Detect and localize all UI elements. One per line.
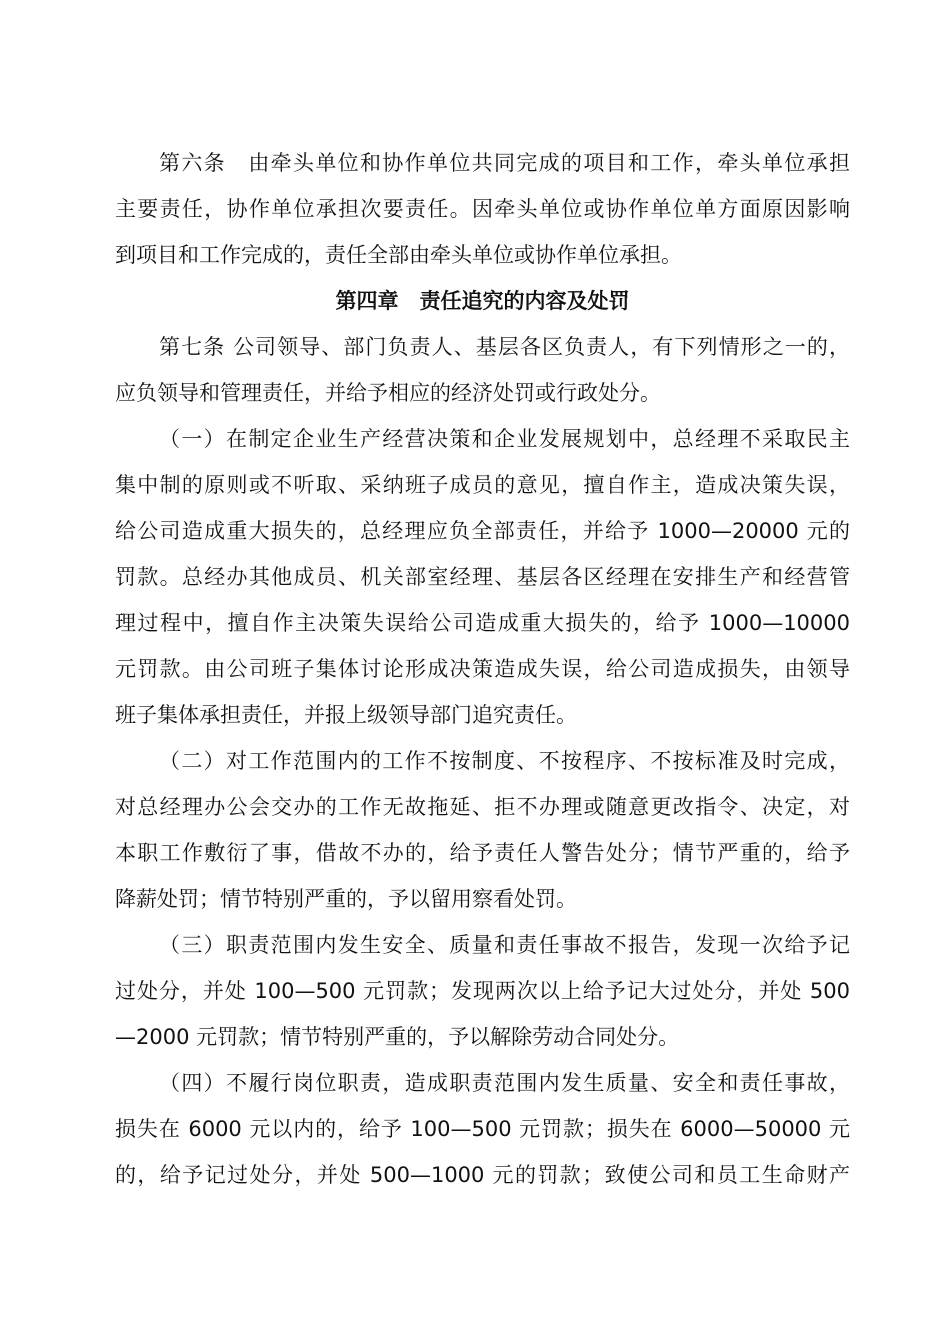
paragraph-line: 元罚款。由公司班子集体讨论形成决策造成失误，给公司造成损失，由领导 xyxy=(115,657,850,681)
item-2-paragraph xyxy=(115,738,850,922)
paragraph-line: 集中制的原则或不听取、采纳班子成员的意见，擅自作主，造成决策失误， xyxy=(115,473,850,497)
paragraph-line: （一）在制定企业生产经营决策和企业发展规划中，总经理不采取民主 xyxy=(159,427,850,451)
paragraph-line: 降薪处罚；情节特别严重的，予以留用察看处罚。 xyxy=(115,887,577,911)
paragraph-line: 应负领导和管理责任，并给予相应的经济处罚或行政处分。 xyxy=(115,381,661,405)
paragraph-line: （四）不履行岗位职责，造成职责范围内发生质量、安全和责任事故， xyxy=(159,1071,850,1095)
paragraph-line: （二）对工作范围内的工作不按制度、不按程序、不按标准及时完成， xyxy=(159,749,850,773)
paragraph-line: 理过程中，擅自作主决策失误给公司造成重大损失的，给予 1000—10000 xyxy=(115,611,850,635)
document-page xyxy=(115,140,850,1198)
paragraph-line: 损失在 6000 元以内的，给予 100—500 元罚款；损失在 6000—50000 元 xyxy=(115,1117,850,1141)
paragraph-line: —2000 元罚款；情节特别严重的，予以解除劳动合同处分。 xyxy=(115,1025,680,1049)
item-1-paragraph xyxy=(115,416,850,738)
paragraph-line: 的，给予记过处分，并处 500—1000 元的罚款；致使公司和员工生命财产 xyxy=(115,1163,850,1187)
paragraph-line: 主要责任，协作单位承担次要责任。因牵头单位或协作单位单方面原因影响 xyxy=(115,197,850,221)
paragraph-line: 到项目和工作完成的，责任全部由牵头单位或协作单位承担。 xyxy=(115,243,682,267)
paragraph-line: 本职工作敷衍了事，借故不办的，给予责任人警告处分；情节严重的，给予 xyxy=(115,841,850,865)
article-6-paragraph xyxy=(115,140,850,278)
paragraph-line: （三）职责范围内发生安全、质量和责任事故不报告，发现一次给予记 xyxy=(159,933,850,957)
article-7-paragraph xyxy=(115,324,850,416)
paragraph-line: 第六条 由牵头单位和协作单位共同完成的项目和工作，牵头单位承担 xyxy=(159,151,850,175)
paragraph-line: 班子集体承担责任，并报上级领导部门追究责任。 xyxy=(115,703,577,727)
paragraph-line: 罚款。总经办其他成员、机关部室经理、基层各区经理在安排生产和经营管 xyxy=(115,565,850,589)
paragraph-line: 第七条 公司领导、部门负责人、基层各区负责人，有下列情形之一的， xyxy=(159,335,850,359)
chapter-4-heading: 第四章 责任追究的内容及处罚 xyxy=(335,289,630,313)
paragraph-line: 过处分，并处 100—500 元罚款；发现两次以上给予记大过处分，并处 500 xyxy=(115,979,850,1003)
item-3-paragraph xyxy=(115,922,850,1060)
item-4-paragraph xyxy=(115,1060,850,1198)
paragraph-line: 给公司造成重大损失的，总经理应负全部责任，并给予 1000—20000 元的 xyxy=(115,519,850,543)
paragraph-line: 对总经理办公会交办的工作无故拖延、拒不办理或随意更改指令、决定，对 xyxy=(115,795,850,819)
